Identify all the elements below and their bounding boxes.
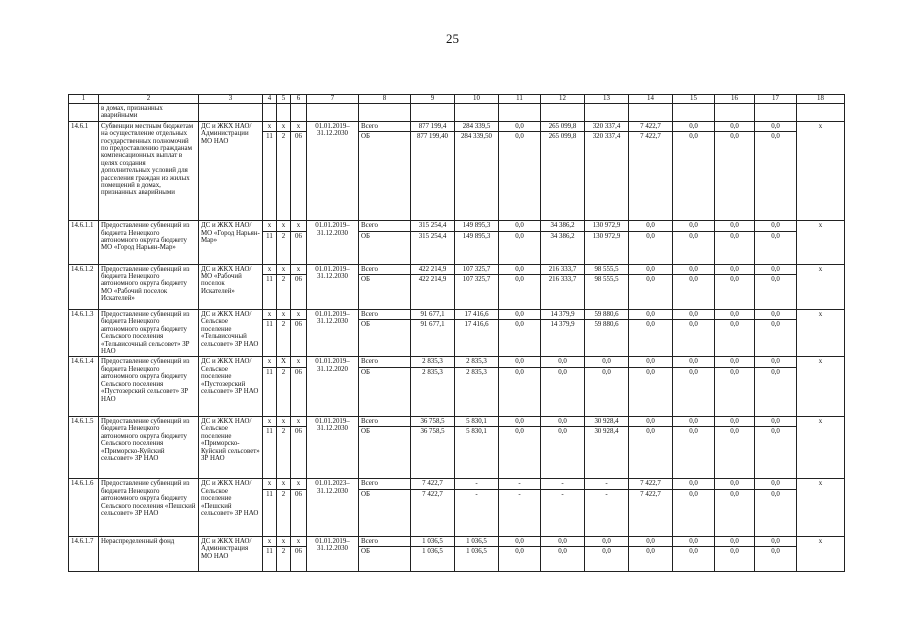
row-code: 14.6.1.7 — [69, 536, 99, 571]
row-value-ob: 0,0 — [629, 320, 673, 357]
continuation-text: в домах, признанных аварийными — [99, 104, 199, 122]
row-value-ob: 0,0 — [629, 547, 673, 572]
row-c4-bottom: 11 — [263, 547, 277, 572]
row-executor: ДС и ЖКХ НАО/ Администрация МО НАО — [199, 536, 263, 571]
row-value-total: - — [541, 479, 585, 489]
table-row — [69, 536, 845, 546]
row-code: 14.6.1.6 — [69, 479, 99, 536]
header-col-12: 12 — [541, 95, 585, 104]
row-c5-top: x — [277, 536, 291, 546]
row-value-ob: - — [499, 489, 541, 536]
table-row — [69, 121, 845, 131]
row-source-ob: ОБ — [359, 275, 411, 310]
row-value-ob: 0,0 — [629, 275, 673, 310]
row-value-ob: 0,0 — [585, 367, 629, 416]
row-value-total: 30 928,4 — [585, 416, 629, 426]
row-value-ob: 0,0 — [629, 427, 673, 479]
row-c5-top: x — [277, 264, 291, 274]
row-value-ob: 36 758,5 — [411, 427, 455, 479]
row-value-ob: 2 835,3 — [411, 367, 455, 416]
row-value-ob: 0,0 — [755, 320, 797, 357]
row-value-total: 0,0 — [673, 121, 715, 131]
row-c5-bottom: 2 — [277, 320, 291, 357]
row-source-ob: ОБ — [359, 367, 411, 416]
row-source-total: Всего — [359, 357, 411, 367]
row-source-ob: ОБ — [359, 132, 411, 221]
row-value-ob: 0,0 — [499, 427, 541, 479]
row-name: Предоставление субвенций из бюджета Ненецкого автономного округа бюджету Сельского поселения «Приморско-Куйский сельсовет» ЗР НАО — [99, 416, 199, 478]
row-value-ob: 315 254,4 — [411, 231, 455, 264]
row-c6-bottom: 06 — [291, 367, 307, 416]
row-value-ob: 0,0 — [755, 231, 797, 264]
row-c5-top: x — [277, 310, 291, 320]
row-name: Субвенции местным бюджетам на осуществление отдельных государственных полномочий по предоставлению гражданам компенсационных выплат в целях создания дополнительных условий для расселения граждан из жилых помещений в домах, признанных аварийными — [99, 121, 199, 220]
row-c4-top: x — [263, 416, 277, 426]
row-value-total: 17 416,6 — [455, 310, 499, 320]
row-value-total: 0,0 — [673, 479, 715, 489]
row-value-total: 877 199,4 — [411, 121, 455, 131]
row-c4-bottom: 11 — [263, 489, 277, 536]
row-value-total: 0,0 — [673, 357, 715, 367]
row-c5-top: x — [277, 479, 291, 489]
row-value-ob: 30 928,4 — [585, 427, 629, 479]
row-value-total: 0,0 — [673, 264, 715, 274]
row-value-total: 0,0 — [629, 536, 673, 546]
row-value-total: 0,0 — [541, 416, 585, 426]
row-c5-top: x — [277, 416, 291, 426]
row-value-ob: 0,0 — [715, 320, 755, 357]
row-value-ob: 7 422,7 — [629, 489, 673, 536]
row-source-total: Всего — [359, 264, 411, 274]
row-value-total: 0,0 — [499, 121, 541, 131]
row-c4-bottom: 11 — [263, 320, 277, 357]
row-period: 01.01.2019– 31.12.2030 — [307, 121, 359, 220]
row-period: 01.01.2023– 31.12.2030 — [307, 479, 359, 536]
row-value-total: 14 379,9 — [541, 310, 585, 320]
row-source-total: Всего — [359, 479, 411, 489]
row-value-total: 284 339,5 — [455, 121, 499, 131]
row-value-total: 0,0 — [499, 310, 541, 320]
row-value-total: 0,0 — [715, 357, 755, 367]
row-executor: ДС и ЖКХ НАО/ Сельское поселение «Пустозерский сельсовет» ЗР НАО — [199, 357, 263, 416]
row-c18: x — [797, 264, 845, 309]
header-col-6: 6 — [291, 95, 307, 104]
row-value-total: 0,0 — [715, 121, 755, 131]
row-value-total: 0,0 — [629, 357, 673, 367]
row-value-total: 0,0 — [541, 357, 585, 367]
row-value-total: 0,0 — [755, 357, 797, 367]
row-value-ob: 0,0 — [715, 275, 755, 310]
header-col-9: 9 — [411, 95, 455, 104]
row-c6-top: x — [291, 264, 307, 274]
row-code: 14.6.1.3 — [69, 310, 99, 357]
row-value-total: 0,0 — [755, 264, 797, 274]
row-value-ob: 0,0 — [499, 547, 541, 572]
row-value-ob: 0,0 — [673, 547, 715, 572]
row-code: 14.6.1.5 — [69, 416, 99, 478]
row-value-total: 0,0 — [673, 536, 715, 546]
header-col-11: 11 — [499, 95, 541, 104]
row-c6-top: x — [291, 416, 307, 426]
row-value-ob: 877 199,40 — [411, 132, 455, 221]
row-value-ob: 0,0 — [755, 489, 797, 536]
row-value-total: 0,0 — [715, 416, 755, 426]
row-value-total: 0,0 — [755, 416, 797, 426]
row-value-ob: 0,0 — [499, 367, 541, 416]
row-value-total: 320 337,4 — [585, 121, 629, 131]
row-executor: ДС и ЖКХ НАО/ Сельское поселение «Пешский сельсовет» ЗР НАО — [199, 479, 263, 536]
row-c6-top: x — [291, 536, 307, 546]
row-executor: ДС и ЖКХ НАО/ Сельское поселение «Тельвисочный сельсовет» ЗР НАО — [199, 310, 263, 357]
header-col-18: 18 — [797, 95, 845, 104]
header-row — [69, 95, 845, 104]
row-value-ob: 14 379,9 — [541, 320, 585, 357]
row-value-total: 0,0 — [715, 264, 755, 274]
row-code: 14.6.1.1 — [69, 221, 99, 264]
row-value-ob: 0,0 — [755, 275, 797, 310]
row-value-total: 7 422,7 — [411, 479, 455, 489]
row-c4-top: x — [263, 264, 277, 274]
row-value-ob: 0,0 — [715, 367, 755, 416]
row-c5-bottom: 2 — [277, 367, 291, 416]
row-value-total: 0,0 — [629, 310, 673, 320]
row-code: 14.6.1.4 — [69, 357, 99, 416]
row-value-ob: 0,0 — [715, 489, 755, 536]
row-source-ob: ОБ — [359, 231, 411, 264]
row-value-ob: 0,0 — [715, 547, 755, 572]
row-c4-top: x — [263, 221, 277, 231]
row-value-ob: 0,0 — [715, 132, 755, 221]
row-value-ob: - — [455, 489, 499, 536]
program-table — [68, 94, 845, 572]
row-value-total: 0,0 — [499, 416, 541, 426]
row-c4-top: x — [263, 479, 277, 489]
row-name: Предоставление субвенций из бюджета Ненецкого автономного округа бюджету Сельского поселения «Пустозерский сельсовет» ЗР НАО — [99, 357, 199, 416]
row-value-total: 0,0 — [715, 536, 755, 546]
row-value-total: 0,0 — [629, 221, 673, 231]
row-c6-bottom: 06 — [291, 132, 307, 221]
row-c4-top: x — [263, 357, 277, 367]
row-c4-bottom: 11 — [263, 367, 277, 416]
row-c5-bottom: 2 — [277, 132, 291, 221]
row-period: 01.01.2019– 31.12.2030 — [307, 264, 359, 309]
row-value-total: 0,0 — [673, 221, 715, 231]
row-c6-top: x — [291, 479, 307, 489]
row-value-total: 0,0 — [499, 357, 541, 367]
table-row — [69, 416, 845, 426]
row-source-ob: ОБ — [359, 427, 411, 479]
row-c4-top: x — [263, 121, 277, 131]
row-c4-bottom: 11 — [263, 427, 277, 479]
row-value-ob: 0,0 — [499, 231, 541, 264]
row-period: 01.01.2019– 31.12.2030 — [307, 221, 359, 264]
row-value-total: 422 214,9 — [411, 264, 455, 274]
row-value-ob: 0,0 — [715, 231, 755, 264]
row-value-total: 0,0 — [629, 416, 673, 426]
row-value-total: 0,0 — [629, 264, 673, 274]
row-value-ob: 0,0 — [585, 547, 629, 572]
row-value-ob: 0,0 — [673, 489, 715, 536]
table-row — [69, 479, 845, 489]
row-value-total: 0,0 — [755, 536, 797, 546]
row-executor: ДС и ЖКХ НАО/ МО «Город Нарьян-Мар» — [199, 221, 263, 264]
row-c18: x — [797, 221, 845, 264]
row-value-total: 2 835,3 — [411, 357, 455, 367]
row-c5-bottom: 2 — [277, 231, 291, 264]
header-col-5: 5 — [277, 95, 291, 104]
row-name: Предоставление субвенций из бюджета Ненецкого автономного округа бюджету МО «Город Нарьян-Мар» — [99, 221, 199, 264]
row-value-ob: 0,0 — [499, 275, 541, 310]
row-c4-bottom: 11 — [263, 275, 277, 310]
row-value-total: 0,0 — [673, 310, 715, 320]
row-value-ob: 7 422,7 — [629, 132, 673, 221]
row-value-total: 0,0 — [541, 536, 585, 546]
row-value-ob: 130 972,9 — [585, 231, 629, 264]
row-value-ob: 0,0 — [629, 367, 673, 416]
row-value-ob: 0,0 — [673, 231, 715, 264]
row-value-ob: 265 099,8 — [541, 132, 585, 221]
row-value-ob: 320 337,4 — [585, 132, 629, 221]
row-value-ob: 0,0 — [715, 427, 755, 479]
row-value-ob: 0,0 — [541, 427, 585, 479]
row-value-total: 1 036,5 — [411, 536, 455, 546]
row-c6-top: x — [291, 357, 307, 367]
row-c18: x — [797, 357, 845, 416]
row-value-ob: 284 339,50 — [455, 132, 499, 221]
row-value-ob: 0,0 — [673, 427, 715, 479]
row-c4-top: x — [263, 310, 277, 320]
row-c4-top: x — [263, 536, 277, 546]
row-value-total: 265 099,8 — [541, 121, 585, 131]
row-c5-bottom: 2 — [277, 427, 291, 479]
row-value-ob: 0,0 — [755, 132, 797, 221]
row-value-ob: 5 830,1 — [455, 427, 499, 479]
row-value-ob: 1 036,5 — [411, 547, 455, 572]
row-value-total: 216 333,7 — [541, 264, 585, 274]
row-source-ob: ОБ — [359, 320, 411, 357]
row-value-ob: 2 835,3 — [455, 367, 499, 416]
row-value-total: 98 555,5 — [585, 264, 629, 274]
row-value-total: 0,0 — [585, 357, 629, 367]
row-source-total: Всего — [359, 121, 411, 131]
row-c6-bottom: 06 — [291, 427, 307, 479]
table-row — [69, 264, 845, 274]
row-value-total: 1 036,5 — [455, 536, 499, 546]
row-value-ob: 0,0 — [755, 427, 797, 479]
row-name: Предоставление субвенций из бюджета Ненецкого автономного округа бюджету Сельского поселения «Пешский сельсовет» ЗР НАО — [99, 479, 199, 536]
row-value-total: 315 254,4 — [411, 221, 455, 231]
page-number: 25 — [446, 31, 459, 46]
row-value-total: 0,0 — [755, 121, 797, 131]
row-c6-bottom: 06 — [291, 231, 307, 264]
row-value-total: - — [499, 479, 541, 489]
row-value-ob: 17 416,6 — [455, 320, 499, 357]
row-value-total: 0,0 — [715, 479, 755, 489]
row-value-total: 0,0 — [715, 310, 755, 320]
row-c5-top: x — [277, 121, 291, 131]
row-value-total: 0,0 — [755, 310, 797, 320]
row-c5-bottom: 2 — [277, 275, 291, 310]
row-source-total: Всего — [359, 416, 411, 426]
row-name: Нераспределенный фонд — [99, 536, 199, 571]
row-value-ob: 0,0 — [755, 367, 797, 416]
row-c18: x — [797, 416, 845, 478]
header-col-1: 1 — [69, 95, 99, 104]
row-c18: x — [797, 536, 845, 571]
row-source-ob: ОБ — [359, 547, 411, 572]
row-value-ob: 98 555,5 — [585, 275, 629, 310]
row-value-ob: 0,0 — [673, 367, 715, 416]
row-value-total: 7 422,7 — [629, 479, 673, 489]
row-executor: ДС и ЖКХ НАО/ МО «Рабочий поселок Искателей» — [199, 264, 263, 309]
row-c6-bottom: 06 — [291, 320, 307, 357]
row-value-total: 0,0 — [755, 479, 797, 489]
row-value-ob: 0,0 — [541, 547, 585, 572]
row-value-total: 59 880,6 — [585, 310, 629, 320]
row-source-total: Всего — [359, 310, 411, 320]
row-name: Предоставление субвенций из бюджета Ненецкого автономного округа бюджету МО «Рабочий поселок Искателей» — [99, 264, 199, 309]
row-source-total: Всего — [359, 221, 411, 231]
row-c4-bottom: 11 — [263, 231, 277, 264]
row-value-ob: 0,0 — [673, 275, 715, 310]
row-c6-bottom: 06 — [291, 489, 307, 536]
row-executor: ДС и ЖКХ НАО/ Сельское поселение «Приморско-Куйский сельсовет» ЗР НАО — [199, 416, 263, 478]
header-col-14: 14 — [629, 95, 673, 104]
row-value-ob: 1 036,5 — [455, 547, 499, 572]
table-row — [69, 310, 845, 320]
row-value-ob: 216 333,7 — [541, 275, 585, 310]
row-value-ob: 91 677,1 — [411, 320, 455, 357]
row-c6-top: x — [291, 310, 307, 320]
row-value-total: 107 325,7 — [455, 264, 499, 274]
row-source-ob: ОБ — [359, 489, 411, 536]
row-c4-bottom: 11 — [263, 132, 277, 221]
row-c18: x — [797, 121, 845, 220]
row-value-ob: 0,0 — [499, 132, 541, 221]
header-col-4: 4 — [263, 95, 277, 104]
header-col-13: 13 — [585, 95, 629, 104]
row-executor: ДС и ЖКХ НАО/ Администрации МО НАО — [199, 121, 263, 220]
table-row — [69, 221, 845, 231]
header-col-17: 17 — [755, 95, 797, 104]
row-value-ob: 422 214,9 — [411, 275, 455, 310]
row-value-ob: 149 895,3 — [455, 231, 499, 264]
continuation-row — [69, 104, 845, 122]
row-value-total: 0,0 — [499, 221, 541, 231]
row-period: 01.01.2019– 31.12.2030 — [307, 310, 359, 357]
header-col-7: 7 — [307, 95, 359, 104]
header-col-15: 15 — [673, 95, 715, 104]
row-value-total: 130 972,9 — [585, 221, 629, 231]
row-value-ob: 0,0 — [499, 320, 541, 357]
row-c18: x — [797, 310, 845, 357]
row-value-ob: - — [585, 489, 629, 536]
row-c5-top: x — [277, 221, 291, 231]
row-value-total: - — [585, 479, 629, 489]
row-value-total: 0,0 — [499, 264, 541, 274]
row-value-total: 149 895,3 — [455, 221, 499, 231]
row-period: 01.01.2019– 31.12.2020 — [307, 357, 359, 416]
row-c18: x — [797, 479, 845, 536]
row-c5-top: X — [277, 357, 291, 367]
row-name: Предоставление субвенций из бюджета Ненецкого автономного округа бюджету Сельского поселения «Тельвисочный сельсовет» ЗР НАО — [99, 310, 199, 357]
row-period: 01.01.2019– 31.12.2030 — [307, 416, 359, 478]
row-value-ob: 0,0 — [673, 132, 715, 221]
row-value-total: 36 758,5 — [411, 416, 455, 426]
row-value-total: 0,0 — [585, 536, 629, 546]
row-value-ob: 0,0 — [541, 367, 585, 416]
row-period: 01.01.2019– 31.12.2030 — [307, 536, 359, 571]
row-value-total: 0,0 — [715, 221, 755, 231]
header-col-8: 8 — [359, 95, 411, 104]
row-value-total: - — [455, 479, 499, 489]
row-code: 14.6.1 — [69, 121, 99, 220]
row-value-total: 0,0 — [499, 536, 541, 546]
row-c5-bottom: 2 — [277, 489, 291, 536]
row-value-ob: 107 325,7 — [455, 275, 499, 310]
row-value-total: 0,0 — [755, 221, 797, 231]
row-c5-bottom: 2 — [277, 547, 291, 572]
header-col-10: 10 — [455, 95, 499, 104]
row-value-ob: 7 422,7 — [411, 489, 455, 536]
row-value-ob: 0,0 — [629, 231, 673, 264]
row-c6-bottom: 06 — [291, 275, 307, 310]
row-value-total: 5 830,1 — [455, 416, 499, 426]
row-value-total: 2 835,3 — [455, 357, 499, 367]
row-value-ob: 34 386,2 — [541, 231, 585, 264]
row-value-total: 7 422,7 — [629, 121, 673, 131]
row-c6-bottom: 06 — [291, 547, 307, 572]
row-value-ob: 59 880,6 — [585, 320, 629, 357]
row-value-total: 0,0 — [673, 416, 715, 426]
row-code: 14.6.1.2 — [69, 264, 99, 309]
row-value-ob: 0,0 — [673, 320, 715, 357]
row-value-ob: - — [541, 489, 585, 536]
row-value-ob: 0,0 — [755, 547, 797, 572]
row-value-total: 34 386,2 — [541, 221, 585, 231]
row-source-total: Всего — [359, 536, 411, 546]
row-c6-top: x — [291, 221, 307, 231]
row-c6-top: x — [291, 121, 307, 131]
row-value-total: 91 677,1 — [411, 310, 455, 320]
header-col-2: 2 — [99, 95, 199, 104]
table-row — [69, 357, 845, 367]
header-col-3: 3 — [199, 95, 263, 104]
header-col-16: 16 — [715, 95, 755, 104]
